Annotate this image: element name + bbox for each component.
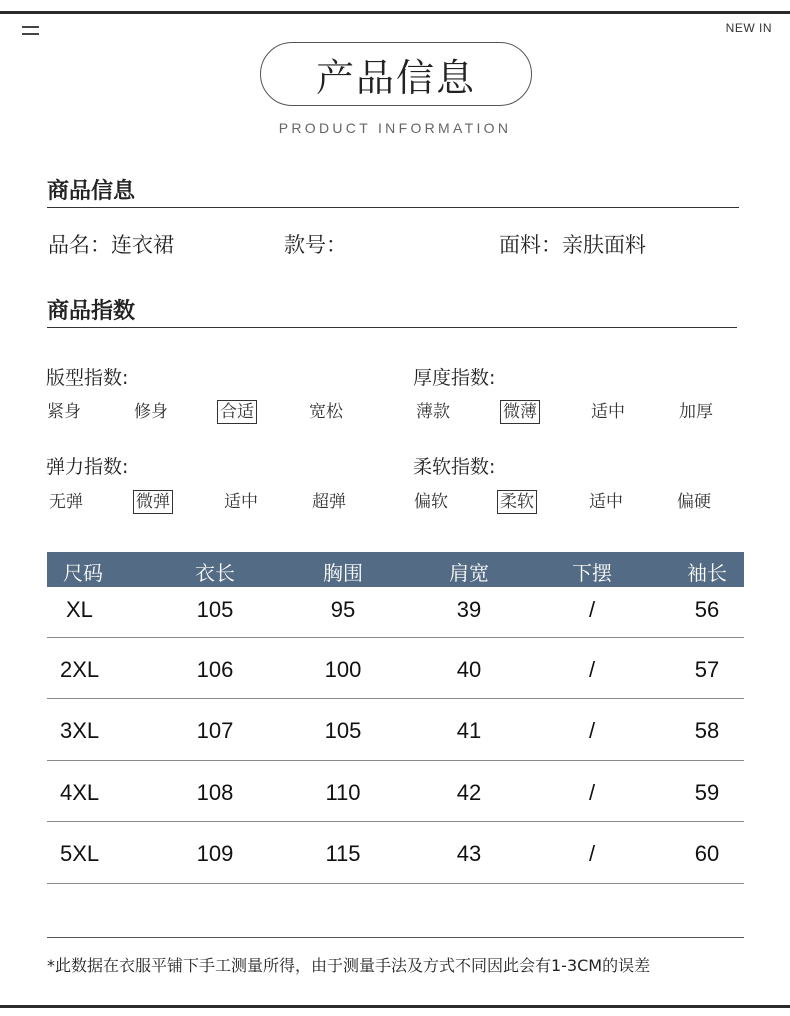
index-label: 弹力指数: — [46, 456, 129, 478]
table-cell: XL — [66, 597, 93, 622]
indices-heading: 商品指数 — [47, 299, 136, 324]
index-option-selected: 柔软 — [497, 490, 537, 514]
index-option: 适中 — [589, 492, 623, 512]
size-table-header: 尺码 衣长 胸围 肩宽 下摆 袖长 — [47, 552, 744, 587]
table-cell: 5XL — [60, 841, 100, 866]
index-label: 厚度指数: — [413, 367, 496, 389]
menu-icon[interactable] — [22, 25, 39, 37]
fabric-field: 面料：亲肤面料 — [499, 233, 646, 257]
table-row: XL 105 95 39 / 56 — [47, 587, 744, 638]
indices-divider — [47, 327, 737, 328]
index-option: 超弹 — [312, 492, 346, 512]
table-cell: 2XL — [60, 656, 100, 682]
index-option-selected: 微薄 — [500, 400, 540, 424]
bottom-border — [0, 1005, 790, 1008]
product-name-field: 品名：连衣裙 — [48, 233, 174, 257]
index-option: 加厚 — [679, 402, 713, 422]
table-row: 5XL 109 115 43 / 60 — [47, 822, 744, 884]
table-row: 2XL 106 100 40 / 57 — [47, 638, 744, 700]
index-option: 无弹 — [49, 492, 83, 512]
index-label: 柔软指数: — [413, 456, 496, 478]
index-option: 紧身 — [47, 402, 81, 422]
measurement-note: *此数据在衣服平铺下手工测量所得，由于测量手法及方式不同因此会有1-3CM的误差 — [47, 956, 651, 975]
header-cell: 尺码 — [63, 561, 103, 585]
index-option: 修身 — [134, 402, 168, 422]
product-info-divider — [47, 207, 739, 208]
table-row: 3XL 107 105 41 / 58 — [47, 699, 744, 761]
size-table — [47, 552, 744, 884]
table-cell: 3XL — [60, 718, 100, 743]
index-option: 偏硬 — [677, 492, 711, 512]
index-option: 适中 — [591, 402, 625, 422]
index-option: 薄款 — [416, 402, 450, 422]
index-option: 偏软 — [414, 492, 448, 512]
index-option: 适中 — [224, 492, 258, 512]
index-option: 宽松 — [309, 402, 343, 422]
table-cell: 4XL — [60, 779, 100, 805]
page-subtitle: PRODUCT INFORMATION — [278, 120, 512, 136]
table-row: 4XL 108 110 42 / 59 — [47, 761, 744, 823]
sku-field: 款号： — [284, 233, 347, 257]
footer-divider — [47, 937, 744, 938]
index-option-selected: 合适 — [217, 400, 257, 424]
index-option-selected: 微弹 — [133, 490, 173, 514]
size-table-body — [47, 587, 744, 884]
top-border — [0, 11, 790, 14]
new-in-badge: NEW IN — [725, 21, 772, 35]
product-info-heading: 商品信息 — [47, 179, 136, 204]
index-label: 版型指数: — [46, 367, 129, 389]
page-title: 产品信息 — [260, 42, 532, 106]
